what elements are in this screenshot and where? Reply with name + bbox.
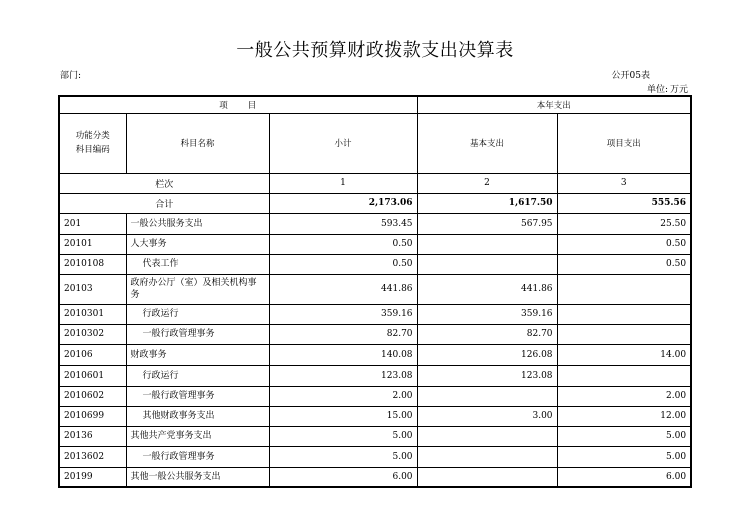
row-basic xyxy=(417,254,557,274)
row-code: 2010108 xyxy=(59,254,126,274)
row-project xyxy=(557,324,691,344)
row-code: 20199 xyxy=(59,467,126,487)
column-index-3: 3 xyxy=(557,173,691,193)
row-name: 政府办公厅（室）及相关机构事务 xyxy=(126,274,269,304)
row-name: 一般公共服务支出 xyxy=(126,213,269,234)
row-code: 201 xyxy=(59,213,126,234)
row-subtotal: 0.50 xyxy=(269,234,417,254)
header-func-code-line2: 科目编码 xyxy=(75,145,110,155)
header-subtotal: 小计 xyxy=(269,113,417,173)
table-row xyxy=(59,324,691,344)
column-index-label: 栏次 xyxy=(59,173,269,193)
table-row xyxy=(59,274,691,304)
row-subtotal: 82.70 xyxy=(269,324,417,344)
row-subtotal: 123.08 xyxy=(269,365,417,386)
row-subtotal: 15.00 xyxy=(269,406,417,426)
row-basic: 126.08 xyxy=(417,344,557,365)
column-index-row xyxy=(59,173,691,193)
row-code: 2010602 xyxy=(59,386,126,406)
row-subtotal: 359.16 xyxy=(269,304,417,324)
row-project: 0.50 xyxy=(557,234,691,254)
table-row xyxy=(59,304,691,324)
unit-value: 万元 xyxy=(669,85,688,95)
table-row xyxy=(59,426,691,446)
row-subtotal: 0.50 xyxy=(269,254,417,274)
row-code: 20136 xyxy=(59,426,126,446)
row-basic: 3.00 xyxy=(417,406,557,426)
row-project: 6.00 xyxy=(557,467,691,487)
row-project: 0.50 xyxy=(557,254,691,274)
row-name: 一般行政管理事务 xyxy=(126,386,269,406)
row-name: 一般行政管理事务 xyxy=(126,324,269,344)
page-title: 一般公共预算财政拨款支出决算表 xyxy=(236,40,514,61)
budget-table xyxy=(58,95,692,488)
row-project: 25.50 xyxy=(557,213,691,234)
row-basic xyxy=(417,467,557,487)
row-project xyxy=(557,274,691,304)
table-row xyxy=(59,365,691,386)
header-project-expense: 项目支出 xyxy=(557,113,691,173)
row-basic xyxy=(417,234,557,254)
table-row xyxy=(59,406,691,426)
row-code: 20103 xyxy=(59,274,126,304)
row-basic: 359.16 xyxy=(417,304,557,324)
header-row-2 xyxy=(59,113,691,173)
table-row xyxy=(59,344,691,365)
row-project: 12.00 xyxy=(557,406,691,426)
row-basic xyxy=(417,426,557,446)
table-row xyxy=(59,254,691,274)
row-code: 2010302 xyxy=(59,324,126,344)
row-name: 行政运行 xyxy=(126,304,269,324)
row-code: 2010699 xyxy=(59,406,126,426)
row-project xyxy=(557,365,691,386)
column-index-2: 2 xyxy=(417,173,557,193)
table-row xyxy=(59,234,691,254)
row-project: 5.00 xyxy=(557,446,691,467)
total-row xyxy=(59,193,691,213)
row-project xyxy=(557,304,691,324)
row-code: 2010301 xyxy=(59,304,126,324)
table-row xyxy=(59,386,691,406)
row-code: 2013602 xyxy=(59,446,126,467)
row-name: 人大事务 xyxy=(126,234,269,254)
total-project: 555.56 xyxy=(557,193,691,213)
row-basic: 441.86 xyxy=(417,274,557,304)
header-subject-name: 科目名称 xyxy=(126,113,269,173)
unit-line xyxy=(645,82,688,95)
row-basic: 123.08 xyxy=(417,365,557,386)
row-subtotal: 5.00 xyxy=(269,426,417,446)
row-name: 财政事务 xyxy=(126,344,269,365)
header-current-year-expense: 本年支出 xyxy=(417,96,691,113)
row-name: 其他一般公共服务支出 xyxy=(126,467,269,487)
row-name: 其他共产党事务支出 xyxy=(126,426,269,446)
total-label: 合计 xyxy=(59,193,269,213)
row-project: 5.00 xyxy=(557,426,691,446)
header-project: 项 目 xyxy=(59,96,417,113)
row-basic: 567.95 xyxy=(417,213,557,234)
row-subtotal: 6.00 xyxy=(269,467,417,487)
row-subtotal: 140.08 xyxy=(269,344,417,365)
row-name: 一般行政管理事务 xyxy=(126,446,269,467)
row-basic: 82.70 xyxy=(417,324,557,344)
table-row xyxy=(59,467,691,487)
department-label: 部门: xyxy=(60,71,82,81)
row-project: 2.00 xyxy=(557,386,691,406)
form-number: 公开05表 xyxy=(611,71,650,81)
row-basic xyxy=(417,386,557,406)
row-basic xyxy=(417,446,557,467)
unit-label: 单位: xyxy=(646,85,668,95)
row-name: 代表工作 xyxy=(126,254,269,274)
column-index-1: 1 xyxy=(269,173,417,193)
row-code: 20106 xyxy=(59,344,126,365)
header-func-code-line1: 功能分类 xyxy=(75,131,110,141)
row-code: 2010601 xyxy=(59,365,126,386)
row-name: 行政运行 xyxy=(126,365,269,386)
row-subtotal: 5.00 xyxy=(269,446,417,467)
header-basic-expense: 基本支出 xyxy=(417,113,557,173)
row-project: 14.00 xyxy=(557,344,691,365)
total-basic: 1,617.50 xyxy=(417,193,557,213)
row-subtotal: 593.45 xyxy=(269,213,417,234)
header-func-code xyxy=(59,113,126,173)
row-name: 其他财政事务支出 xyxy=(126,406,269,426)
table-row xyxy=(59,446,691,467)
row-subtotal: 2.00 xyxy=(269,386,417,406)
total-subtotal: 2,173.06 xyxy=(269,193,417,213)
header-row-1 xyxy=(59,96,691,113)
row-subtotal: 441.86 xyxy=(269,274,417,304)
row-code: 20101 xyxy=(59,234,126,254)
table-row xyxy=(59,213,691,234)
